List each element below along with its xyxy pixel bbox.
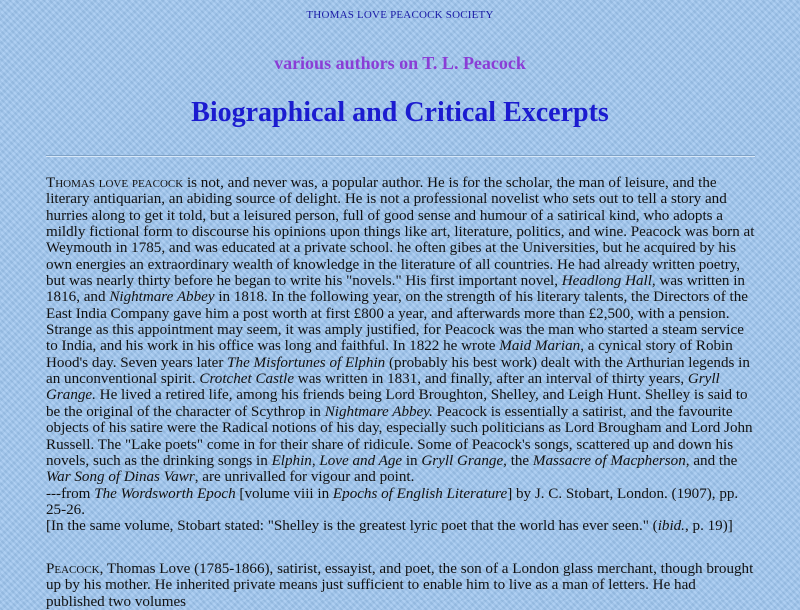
work-title: Massacre of Macpherson (532, 452, 686, 469)
source-citation: ---from The Wordsworth Epoch [volume viii in Epochs of English Literature] by J. C. Stobart, London. (1907), pp. 25-26. (46, 485, 739, 518)
excerpt-body: Thomas love peacock is not, and never was, a popular author. He is for the scholar, the man of leisure, and the literary antiquarian, an abiding source of delight. He is not a professional novelist who sets out to tell a story and hurries along to get it told, but a leisured person, full of good sense and humour of a satirical kind, who adopts a mildly fictional form to discourse his opinions upon things like art, literature, politics, and wine. Peacock was born at Weymouth in 1785, and was educated at a private school. he often gibes at the Universities, but he acquired by his own energies an extraordinary wealth of knowledge in the literature of all countries. He had already written poetry, but was nearly thirty before he began to write his "novels." His first important novel, Headlong Hall, was written in 1816, and Nightmare Abbey in 1818. In the following year, on the strength of his literary talents, the Directors of the East India Company gave him a post worth at first £800 a year, and afterwards more than £2,500, with a pension. Strange as this appointment may seem, it was amply justified, for Peacock was the man who started a steam service to India, and his work in his office was long and faithful. In 1822 he wrote Maid Marian, a cynical story of Robin Hood's day. Seven years later The Misfortunes of Elphin (probably his best work) dealt with the Arthurian legends in an unconventional spirit. Crotchet Castle was written in 1831, and finally, after an interval of thirty years, Gryll Grange. He lived a retired life, among his friends being Lord Broughton, Shelley, and Leigh Hunt. Shelley is said to be the original of the character of Scythrop in Nightmare Abbey. Peacock is essentially a satirist, and the favourite objects of his satire were the Radical notions of his day, especially such politicians as Lord Brougham and Lord John Russell. The "Lake poets" come in for their share of ridicule. Some of Peacock's songs, scattered up and down his novels, such as the drinking songs in Elphin, Love and Age in Gryll Grange, the Massacre of Macpherson, and the War Song of Dinas Vawr, are unrivalled for vigour and point. (46, 175, 755, 486)
work-title: Gryll Grange. (46, 371, 720, 404)
society-link[interactable]: THOMAS LOVE PEACOCK SOCIETY (306, 9, 494, 21)
excerpt-body: Peacock, Thomas Love (1785-1866), satirist, essayist, and poet, the son of a London glass merchant, though brought up by his mother. He inherited private means just sufficient to enable him to live as a man of letters. He had published two volumes (46, 561, 754, 610)
excerpt-stobart (46, 175, 758, 535)
work-title: Nightmare Abbey (109, 289, 215, 306)
work-title: Elphin (271, 452, 312, 469)
page-title: Biographical and Critical Excerpts (191, 97, 609, 128)
page-subtitle: various authors on T. L. Peacock (274, 53, 526, 73)
editorial-note: [In the same volume, Stobart stated: "Shelley is the greatest lyric poet that the world has ever seen." (ibid., p. 19)] (46, 518, 733, 535)
work-title: Crotchet Castle (199, 371, 295, 388)
excerpt-biographical-entry (46, 561, 758, 610)
author-name: Thomas love peacock (46, 175, 184, 191)
series-title: Epochs of English Literature (332, 485, 508, 502)
work-title: Gryll Grange (421, 452, 504, 469)
entry-headword: Peacock (46, 561, 100, 577)
work-title: Maid Marian (499, 338, 581, 355)
work-title: Headlong Hall, (561, 273, 656, 290)
society-header (0, 9, 800, 21)
work-title: Love and Age (319, 452, 403, 469)
book-title: The Wordsworth Epoch (94, 485, 236, 502)
work-title: War Song of Dinas Vawr (46, 469, 195, 486)
work-title: Nightmare Abbey. (324, 403, 433, 420)
work-title: The Misfortunes of Elphin (227, 354, 386, 371)
horizontal-rule (46, 155, 755, 157)
